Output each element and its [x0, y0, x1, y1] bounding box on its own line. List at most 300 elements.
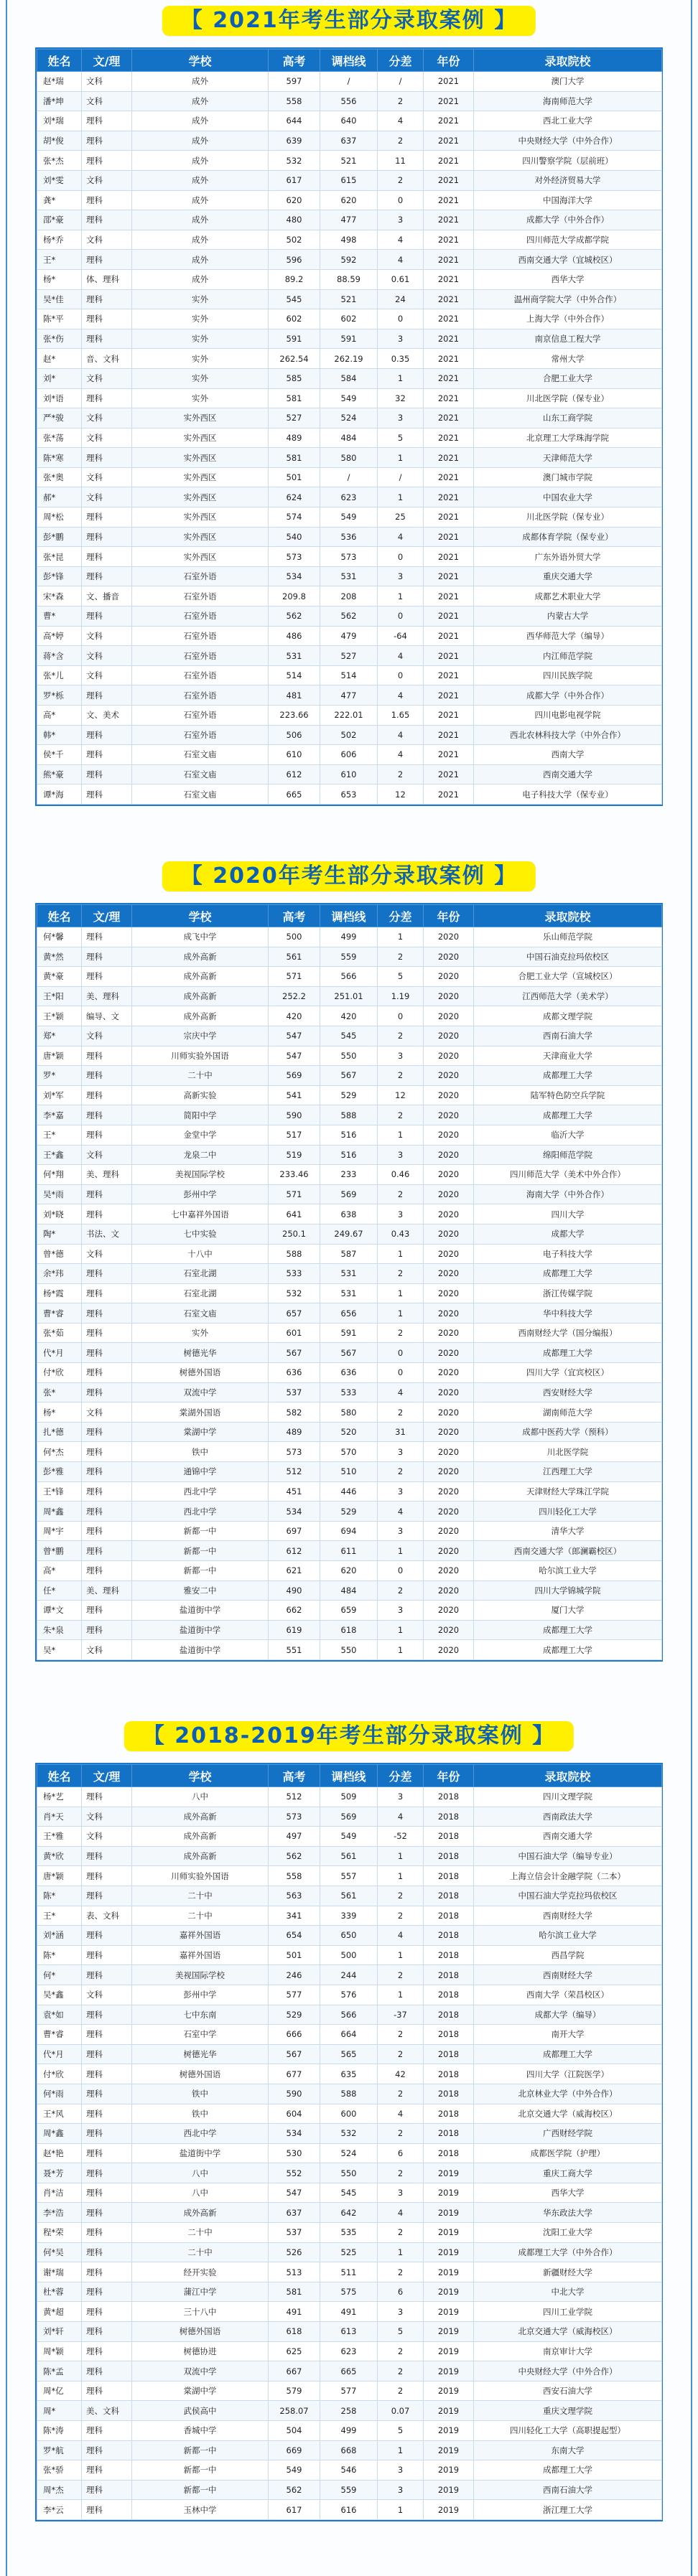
- cell-cutoff: 588: [320, 1105, 378, 1125]
- cell-cutoff: 556: [320, 91, 378, 111]
- cell-year: 2018: [424, 1886, 474, 1906]
- cell-subject: 理科: [82, 2183, 132, 2203]
- cell-year: 2018: [424, 1827, 474, 1847]
- cell-subject: 理科: [82, 725, 132, 745]
- cell-school: 成外高新: [132, 1006, 269, 1026]
- cell-name: 赵*瑞: [37, 72, 82, 92]
- cell-year: 2018: [424, 1985, 474, 2005]
- cell-name: 杨*: [37, 269, 82, 289]
- cell-score: 513: [269, 2262, 320, 2282]
- cell-college: 广西财经学院: [474, 2124, 662, 2144]
- cell-school: 石室外语: [132, 725, 269, 745]
- cell-score: 637: [269, 2203, 320, 2223]
- cell-name: 黄*然: [37, 947, 82, 967]
- cell-school: 成外高新: [132, 1827, 269, 1847]
- cell-score: 610: [269, 745, 320, 765]
- cell-cutoff: 339: [320, 1906, 378, 1926]
- table-row: [37, 665, 662, 685]
- cell-diff: 4: [378, 1502, 424, 1522]
- cell-cutoff: 550: [320, 1640, 378, 1660]
- cell-diff: 1: [378, 448, 424, 468]
- cell-year: 2021: [424, 606, 474, 627]
- cell-school: 二十中: [132, 2223, 269, 2243]
- cell-year: 2019: [424, 2163, 474, 2183]
- cell-diff: 4: [378, 646, 424, 666]
- cell-college: 四川民族学院: [474, 665, 662, 685]
- table-row: [37, 1601, 662, 1621]
- cell-score: 530: [269, 2143, 320, 2163]
- cell-diff: -64: [378, 626, 424, 646]
- cell-school: 棠湖中学: [132, 1422, 269, 1442]
- table-row: [37, 1066, 662, 1086]
- cell-score: 579: [269, 2381, 320, 2401]
- cell-college: 西南交通大学（宜城校区）: [474, 250, 662, 270]
- cell-college: 中国石油大学克拉玛依校区: [474, 1886, 662, 1906]
- cell-score: 540: [269, 527, 320, 547]
- cell-score: 486: [269, 626, 320, 646]
- cell-subject: 美、理科: [82, 1580, 132, 1601]
- cell-subject: 理科: [82, 151, 132, 171]
- cell-college: 西南交通大学（郎澜霸校区）: [474, 1541, 662, 1561]
- cell-subject: 理科: [82, 1926, 132, 1946]
- cell-name: 李*嘉: [37, 1105, 82, 1125]
- table-row: [37, 2480, 662, 2500]
- header-diff: 分差: [378, 905, 424, 927]
- header-name: 姓名: [37, 1765, 82, 1787]
- cell-diff: 2: [378, 131, 424, 151]
- cell-school: 树德光华: [132, 2044, 269, 2064]
- cell-name: 吴*鑫: [37, 1985, 82, 2005]
- cell-diff: 1: [378, 2440, 424, 2460]
- cell-subject: 理科: [82, 1541, 132, 1561]
- cell-cutoff: 569: [320, 1184, 378, 1204]
- header-subject: 文/理: [82, 50, 132, 72]
- cell-score: 604: [269, 2104, 320, 2124]
- cell-college: 华东政法大学: [474, 2203, 662, 2223]
- cell-subject: 理科: [82, 547, 132, 567]
- cell-diff: 2: [378, 1026, 424, 1046]
- cell-score: 501: [269, 467, 320, 487]
- table-row: [37, 1085, 662, 1105]
- cell-year: 2019: [424, 2262, 474, 2282]
- cell-college: 中北大学: [474, 2282, 662, 2302]
- cell-name: 何*雨: [37, 2084, 82, 2104]
- cell-school: 金堂中学: [132, 1125, 269, 1145]
- cell-cutoff: 637: [320, 131, 378, 151]
- cell-score: 567: [269, 2044, 320, 2064]
- table-row: [37, 2044, 662, 2064]
- cell-name: 刘*轩: [37, 2322, 82, 2342]
- cell-name: 杜*蓉: [37, 2282, 82, 2302]
- cell-subject: 理科: [82, 1382, 132, 1402]
- cell-cutoff: 222.01: [320, 706, 378, 726]
- cell-college: 川北医学院（保专业）: [474, 388, 662, 408]
- cell-name: 龚*: [37, 190, 82, 210]
- cell-diff: 2: [378, 2044, 424, 2064]
- cell-name: 胡*俊: [37, 131, 82, 151]
- cell-cutoff: 642: [320, 2203, 378, 2223]
- cell-cutoff: 479: [320, 626, 378, 646]
- cell-subject: 音、文科: [82, 349, 132, 369]
- cell-school: 成外: [132, 72, 269, 92]
- cell-school: 石室北湖: [132, 1283, 269, 1303]
- cell-school: 石室文庙: [132, 764, 269, 784]
- cell-school: 石室外语: [132, 665, 269, 685]
- cell-score: 89.2: [269, 269, 320, 289]
- cell-score: 258.07: [269, 2401, 320, 2421]
- cell-name: 王*: [37, 1125, 82, 1145]
- cell-college: 中国农业大学: [474, 487, 662, 507]
- table-row: [37, 1046, 662, 1066]
- cell-cutoff: 569: [320, 1807, 378, 1827]
- table-row: [37, 1224, 662, 1244]
- table-row: [37, 349, 662, 369]
- cell-name: 王*锋: [37, 1481, 82, 1502]
- cell-subject: 理科: [82, 210, 132, 230]
- cell-year: 2021: [424, 784, 474, 805]
- cell-year: 2018: [424, 2044, 474, 2064]
- cell-school: 成外: [132, 151, 269, 171]
- cell-school: 实外: [132, 388, 269, 408]
- cell-name: 何*馨: [37, 927, 82, 947]
- cell-name: 郝*: [37, 487, 82, 507]
- table-row: [37, 2460, 662, 2481]
- table-row: [37, 190, 662, 210]
- cell-score: 497: [269, 1827, 320, 1847]
- cell-cutoff: 565: [320, 2044, 378, 2064]
- cell-score: 665: [269, 784, 320, 805]
- cell-cutoff: 477: [320, 685, 378, 706]
- cell-college: 陆军特色防空兵学院: [474, 1085, 662, 1105]
- cell-year: 2021: [424, 487, 474, 507]
- cell-diff: 2: [378, 2084, 424, 2104]
- cell-school: 石室北湖: [132, 1264, 269, 1284]
- cell-diff: 2: [378, 2361, 424, 2381]
- header-school: 学校: [132, 1765, 269, 1787]
- cell-year: 2021: [424, 507, 474, 528]
- cell-school: 石室文庙: [132, 745, 269, 765]
- cell-college: 西南政法大学: [474, 1807, 662, 1827]
- cell-year: 2021: [424, 91, 474, 111]
- cell-school: 石室文庙: [132, 784, 269, 805]
- cell-cutoff: 524: [320, 408, 378, 428]
- table-row: [37, 428, 662, 448]
- cell-college: 海南大学（中外合作）: [474, 1184, 662, 1204]
- cell-cutoff: 549: [320, 1827, 378, 1847]
- cell-cutoff: 550: [320, 2163, 378, 2183]
- cell-diff: 2: [378, 1264, 424, 1284]
- cell-name: 杨*乔: [37, 230, 82, 250]
- cell-score: 619: [269, 1620, 320, 1640]
- table-row: [37, 1006, 662, 1026]
- cell-school: 树德协进: [132, 2341, 269, 2361]
- cell-year: 2019: [424, 2401, 474, 2421]
- cell-cutoff: 484: [320, 428, 378, 448]
- cell-college: 合肥工业大学（宣城校区）: [474, 967, 662, 987]
- cell-score: 250.1: [269, 1224, 320, 1244]
- cell-cutoff: 502: [320, 725, 378, 745]
- cell-diff: 0: [378, 606, 424, 627]
- cell-school: 成外: [132, 111, 269, 131]
- cell-college: 成都文理学院: [474, 1006, 662, 1026]
- cell-name: 张*儿: [37, 665, 82, 685]
- table-2021: [35, 47, 663, 806]
- cell-name: 何*吴: [37, 2242, 82, 2262]
- cell-college: 四川电影电视学院: [474, 706, 662, 726]
- cell-year: 2018: [424, 1945, 474, 1965]
- cell-year: 2018: [424, 1807, 474, 1827]
- cell-school: 双流中学: [132, 1382, 269, 1402]
- cell-year: 2021: [424, 408, 474, 428]
- cell-subject: 美、理科: [82, 1165, 132, 1185]
- cell-subject: 文科: [82, 1145, 132, 1165]
- cell-name: 余*玮: [37, 1264, 82, 1284]
- cell-cutoff: 529: [320, 1085, 378, 1105]
- cell-score: 612: [269, 764, 320, 784]
- cell-subject: 理科: [82, 606, 132, 627]
- cell-diff: 2: [378, 1323, 424, 1343]
- cell-cutoff: 258: [320, 2401, 378, 2421]
- table-row: [37, 1165, 662, 1185]
- cell-year: 2018: [424, 2104, 474, 2124]
- cell-score: 697: [269, 1521, 320, 1541]
- cell-diff: 1: [378, 487, 424, 507]
- cell-name: 罗*航: [37, 2440, 82, 2460]
- cell-school: 树德外国语: [132, 2322, 269, 2342]
- cell-year: 2021: [424, 388, 474, 408]
- cell-year: 2020: [424, 1184, 474, 1204]
- cell-name: 周*亿: [37, 2381, 82, 2401]
- cell-cutoff: 525: [320, 2242, 378, 2262]
- cell-name: 王*风: [37, 2104, 82, 2124]
- cell-name: 吴*佳: [37, 289, 82, 309]
- cell-name: 朱*泉: [37, 1620, 82, 1640]
- cell-score: 573: [269, 1442, 320, 1462]
- cell-diff: 2: [378, 1105, 424, 1125]
- table-row: [37, 2262, 662, 2282]
- table-row: [37, 2282, 662, 2302]
- cell-cutoff: 566: [320, 2005, 378, 2025]
- cell-score: 581: [269, 2282, 320, 2302]
- cell-name: 刘*雯: [37, 170, 82, 190]
- cell-cutoff: 561: [320, 1886, 378, 1906]
- cell-subject: 文科: [82, 487, 132, 507]
- header-college: 录取院校: [474, 1765, 662, 1787]
- cell-year: 2021: [424, 269, 474, 289]
- cell-year: 2020: [424, 967, 474, 987]
- table-2020: [35, 903, 663, 1662]
- cell-subject: 理科: [82, 1323, 132, 1343]
- cell-score: 617: [269, 2500, 320, 2520]
- cell-subject: 文科: [82, 170, 132, 190]
- cell-school: 成外: [132, 210, 269, 230]
- cell-name: 聂*芳: [37, 2163, 82, 2183]
- cell-name: 曹*: [37, 606, 82, 627]
- cell-name: 吴*: [37, 1640, 82, 1660]
- cell-diff: 5: [378, 2421, 424, 2441]
- cell-college: 南京信息工程大学: [474, 329, 662, 349]
- cell-score: 526: [269, 2242, 320, 2262]
- cell-subject: 理科: [82, 1046, 132, 1066]
- cell-college: 西南财经大学（国分编报）: [474, 1323, 662, 1343]
- cell-college: 西南石油大学: [474, 1026, 662, 1046]
- cell-college: 中央财经大学（中外合作）: [474, 2361, 662, 2381]
- cell-subject: 理科: [82, 2124, 132, 2144]
- cell-diff: 1: [378, 1244, 424, 1264]
- table-row: [37, 507, 662, 528]
- cell-college: 清华大学: [474, 1521, 662, 1541]
- cell-diff: 2: [378, 91, 424, 111]
- table-row: [37, 947, 662, 967]
- cell-school: 二十中: [132, 1886, 269, 1906]
- cell-cutoff: /: [320, 72, 378, 92]
- cell-subject: 理科: [82, 1561, 132, 1581]
- cell-name: 张*: [37, 1382, 82, 1402]
- cell-subject: 理科: [82, 784, 132, 805]
- cell-school: 实外西区: [132, 527, 269, 547]
- cell-cutoff: 618: [320, 1620, 378, 1640]
- cell-name: 刘*: [37, 368, 82, 388]
- cell-diff: 0: [378, 1561, 424, 1581]
- cell-school: 川师实验外国语: [132, 1866, 269, 1886]
- cell-score: 625: [269, 2341, 320, 2361]
- cell-school: 石室外语: [132, 566, 269, 586]
- cell-cutoff: 600: [320, 2104, 378, 2124]
- cell-college: 四川师范大学（美术中外合作）: [474, 1165, 662, 1185]
- cell-school: 通锦中学: [132, 1462, 269, 1482]
- cell-score: 534: [269, 2124, 320, 2144]
- table-row: [37, 1363, 662, 1383]
- cell-college: 临沂大学: [474, 1125, 662, 1145]
- cell-diff: 0: [378, 1343, 424, 1363]
- cell-cutoff: 659: [320, 1601, 378, 1621]
- cell-college: 西北农林科技大学（中外合作）: [474, 725, 662, 745]
- cell-cutoff: 521: [320, 289, 378, 309]
- cell-subject: 理科: [82, 2163, 132, 2183]
- cell-name: 何*翔: [37, 1165, 82, 1185]
- table-row: [37, 1866, 662, 1886]
- cell-score: 517: [269, 1125, 320, 1145]
- cell-subject: 理科: [82, 1462, 132, 1482]
- cell-subject: 理科: [82, 1481, 132, 1502]
- cell-year: 2018: [424, 2025, 474, 2045]
- cell-school: 雅安二中: [132, 1580, 269, 1601]
- cell-school: 实外西区: [132, 408, 269, 428]
- cell-name: 程*荣: [37, 2223, 82, 2243]
- cell-diff: -52: [378, 1827, 424, 1847]
- cell-name: 谢*瑞: [37, 2262, 82, 2282]
- cell-subject: 理科: [82, 190, 132, 210]
- cell-score: 506: [269, 725, 320, 745]
- cell-diff: 4: [378, 527, 424, 547]
- cell-score: 666: [269, 2025, 320, 2045]
- cell-diff: 0.43: [378, 1224, 424, 1244]
- cell-college: 西安财经大学: [474, 1382, 662, 1402]
- header-college: 录取院校: [474, 905, 662, 927]
- cell-diff: 32: [378, 388, 424, 408]
- header-score: 高考: [269, 50, 320, 72]
- cell-school: 新都一中: [132, 1561, 269, 1581]
- cell-cutoff: 527: [320, 646, 378, 666]
- cell-diff: 6: [378, 2282, 424, 2302]
- header-year: 年份: [424, 905, 474, 927]
- table-row: [37, 72, 662, 92]
- cell-school: 二十中: [132, 2242, 269, 2262]
- cell-college: 四川警察学院（层前班）: [474, 151, 662, 171]
- cell-college: 广东外语外贸大学: [474, 547, 662, 567]
- cell-diff: 1: [378, 1945, 424, 1965]
- cell-school: 实外西区: [132, 467, 269, 487]
- cell-diff: 2: [378, 2262, 424, 2282]
- cell-school: 二十中: [132, 1066, 269, 1086]
- cell-score: 500: [269, 927, 320, 947]
- cell-name: 王*: [37, 250, 82, 270]
- cell-diff: 1: [378, 1985, 424, 2005]
- cell-year: 2020: [424, 1165, 474, 1185]
- table-row: [37, 1580, 662, 1601]
- cell-score: 532: [269, 151, 320, 171]
- cell-name: 赵*艳: [37, 2143, 82, 2163]
- cell-cutoff: 545: [320, 1026, 378, 1046]
- cell-score: 537: [269, 1382, 320, 1402]
- cell-year: 2020: [424, 1363, 474, 1383]
- cell-score: 519: [269, 1145, 320, 1165]
- cell-school: 十八中: [132, 1244, 269, 1264]
- cell-diff: 1.19: [378, 986, 424, 1006]
- cell-name: 罗*栎: [37, 685, 82, 706]
- cell-name: 张*奥: [37, 467, 82, 487]
- cell-score: 574: [269, 507, 320, 528]
- cell-year: 2021: [424, 131, 474, 151]
- cell-cutoff: 588: [320, 2084, 378, 2104]
- cell-cutoff: 559: [320, 2480, 378, 2500]
- cell-school: 实外: [132, 309, 269, 329]
- table-row: [37, 1787, 662, 1807]
- cell-cutoff: 623: [320, 487, 378, 507]
- table-row: [37, 1026, 662, 1046]
- cell-name: 侯*千: [37, 745, 82, 765]
- cell-cutoff: 653: [320, 784, 378, 805]
- cell-school: 成外高新: [132, 947, 269, 967]
- cell-subject: 文科: [82, 646, 132, 666]
- cell-cutoff: 531: [320, 566, 378, 586]
- cell-subject: 理科: [82, 388, 132, 408]
- cell-cutoff: 524: [320, 2143, 378, 2163]
- table-row: [37, 467, 662, 487]
- cell-score: 480: [269, 210, 320, 230]
- cell-diff: 0: [378, 1363, 424, 1383]
- table-row: [37, 725, 662, 745]
- cell-school: 成外: [132, 91, 269, 111]
- cell-name: 代*月: [37, 1343, 82, 1363]
- cell-year: 2019: [424, 2223, 474, 2243]
- header-score: 高考: [269, 905, 320, 927]
- table-row: [37, 1125, 662, 1145]
- cell-school: 新都一中: [132, 1521, 269, 1541]
- cell-subject: 理科: [82, 1085, 132, 1105]
- table-row: [37, 2401, 662, 2421]
- cell-subject: 理科: [82, 967, 132, 987]
- cell-year: 2019: [424, 2183, 474, 2203]
- cell-cutoff: 262.19: [320, 349, 378, 369]
- cell-year: 2021: [424, 151, 474, 171]
- cell-name: 杨*霞: [37, 1283, 82, 1303]
- cell-cutoff: 567: [320, 1343, 378, 1363]
- cell-college: 中国石油克拉玛依校区: [474, 947, 662, 967]
- cell-year: 2021: [424, 368, 474, 388]
- cell-college: 成都理工大学: [474, 1640, 662, 1660]
- cell-cutoff: 650: [320, 1926, 378, 1946]
